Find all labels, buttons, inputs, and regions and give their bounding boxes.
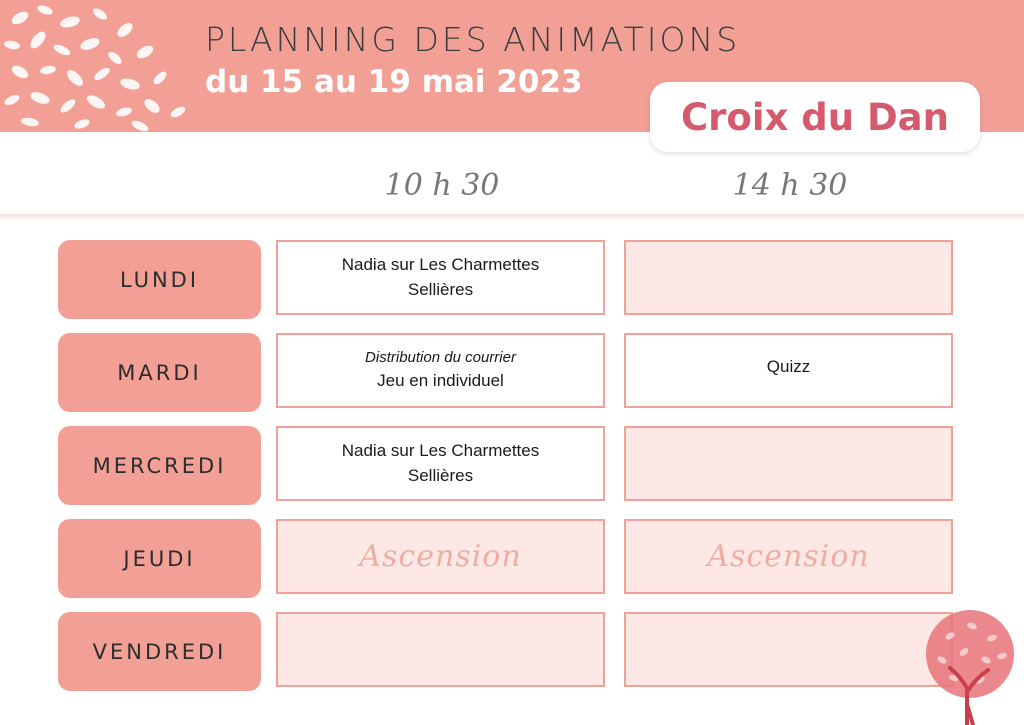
activity-text: Jeu en individuel [377, 371, 504, 391]
slot-jeudi-morning [276, 519, 605, 594]
slot-mardi-morning [276, 333, 605, 408]
activity-text: Nadia sur Les Charmettes [341, 254, 540, 274]
day-label: MARDI [117, 360, 202, 385]
activity-text: Quizz [766, 357, 811, 376]
day-lundi [58, 240, 261, 319]
day-label: LUNDI [119, 267, 200, 292]
time-header-morning: 10 h 30 [384, 168, 500, 203]
day-label: JEUDI [123, 546, 196, 571]
day-jeudi [58, 519, 261, 598]
slot-mardi-afternoon [624, 333, 953, 408]
place-badge [650, 82, 980, 152]
slot-lundi-morning [276, 240, 605, 315]
activity-text: Sellières [407, 279, 474, 299]
day-label: MERCREDI [92, 453, 227, 478]
leaf-decoration [0, 0, 200, 132]
header-divider [0, 214, 1024, 220]
place-label: Croix du Dan [681, 95, 949, 139]
time-header-afternoon: 14 h 30 [732, 168, 848, 203]
date-range: du 15 au 19 mai 2023 [205, 64, 583, 100]
day-label: VENDREDI [92, 639, 227, 664]
tree-icon [920, 608, 1020, 725]
day-vendredi [58, 612, 261, 691]
day-mercredi [58, 426, 261, 505]
day-mardi [58, 333, 261, 412]
activity-text: Nadia sur Les Charmettes [341, 440, 540, 460]
page-title: PLANNING DES ANIMATIONS [205, 20, 741, 59]
slot-jeudi-afternoon [624, 519, 953, 594]
slot-vendredi-morning [276, 612, 605, 687]
slot-mercredi-morning [276, 426, 605, 501]
slot-vendredi-afternoon [624, 612, 953, 687]
slot-lundi-afternoon [624, 240, 953, 315]
holiday-label: Ascension [707, 539, 870, 574]
holiday-label: Ascension [359, 539, 522, 574]
activity-text: Sellières [407, 465, 474, 485]
slot-mercredi-afternoon [624, 426, 953, 501]
activity-text: Distribution du courrier [365, 349, 516, 367]
